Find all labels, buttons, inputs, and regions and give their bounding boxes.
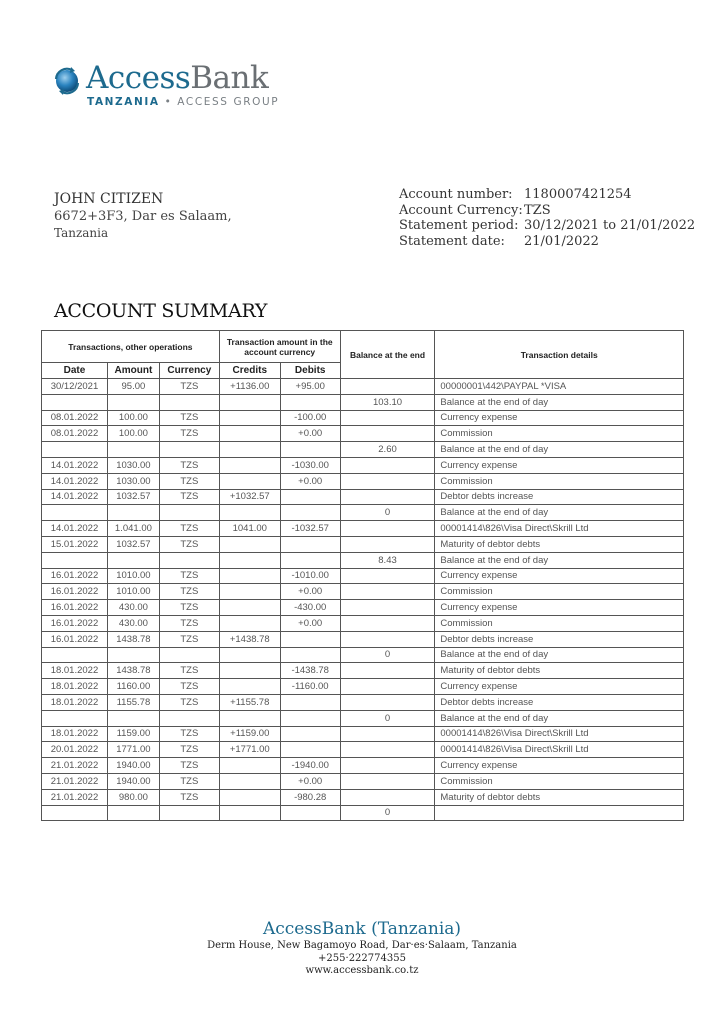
cell-date: 16.01.2022 [42, 568, 108, 584]
cell-balance: 2.60 [340, 442, 435, 458]
cell-balance [340, 473, 435, 489]
transactions-table [41, 330, 684, 821]
cell-debits: +0.00 [280, 584, 340, 600]
cell-details: Commission [435, 773, 684, 789]
cell-date: 18.01.2022 [42, 726, 108, 742]
cell-currency [159, 710, 219, 726]
cell-date: 18.01.2022 [42, 663, 108, 679]
cell-amount: 980.00 [107, 789, 159, 805]
cell-date: 08.01.2022 [42, 426, 108, 442]
cell-details: Balance at the end of day [435, 710, 684, 726]
cell-details: Currency expense [435, 457, 684, 473]
table-row [42, 394, 684, 410]
cell-details: Commission [435, 473, 684, 489]
cell-credits [219, 615, 280, 631]
cell-date [42, 442, 108, 458]
cell-credits: +1438.78 [219, 631, 280, 647]
cell-balance [340, 457, 435, 473]
cell-amount: 1032.57 [107, 489, 159, 505]
cell-date: 18.01.2022 [42, 679, 108, 695]
cell-date [42, 552, 108, 568]
table-row [42, 726, 684, 742]
cell-credits [219, 773, 280, 789]
header-transactions-group: Transactions, other operations [42, 331, 220, 363]
cell-credits [219, 600, 280, 616]
cell-credits [219, 536, 280, 552]
cell-amount: 1.041.00 [107, 521, 159, 537]
cell-details: Balance at the end of day [435, 505, 684, 521]
cell-amount: 1771.00 [107, 742, 159, 758]
cell-details: Currency expense [435, 600, 684, 616]
cell-credits [219, 710, 280, 726]
cell-amount [107, 552, 159, 568]
cell-details: Commission [435, 426, 684, 442]
cell-currency: TZS [159, 679, 219, 695]
cell-debits [280, 489, 340, 505]
cell-currency [159, 394, 219, 410]
cell-currency: TZS [159, 379, 219, 395]
cell-amount: 430.00 [107, 600, 159, 616]
cell-debits [280, 394, 340, 410]
cell-balance [340, 758, 435, 774]
cell-details: Debtor debts increase [435, 694, 684, 710]
cell-balance [340, 584, 435, 600]
cell-credits [219, 647, 280, 663]
cell-credits [219, 505, 280, 521]
table-row [42, 584, 684, 600]
cell-balance [340, 694, 435, 710]
cell-credits [219, 394, 280, 410]
cell-debits: +0.00 [280, 473, 340, 489]
table-row [42, 615, 684, 631]
cell-details: Commission [435, 584, 684, 600]
table-row [42, 789, 684, 805]
cell-currency: TZS [159, 789, 219, 805]
cell-amount: 1032.57 [107, 536, 159, 552]
cell-date: 14.01.2022 [42, 521, 108, 537]
cell-credits [219, 789, 280, 805]
cell-date [42, 805, 108, 821]
table-row [42, 600, 684, 616]
table-header-group-row [42, 331, 684, 363]
cell-balance [340, 489, 435, 505]
cell-currency [159, 552, 219, 568]
table-row [42, 473, 684, 489]
cell-date [42, 647, 108, 663]
cell-date: 21.01.2022 [42, 789, 108, 805]
cell-amount: 1438.78 [107, 631, 159, 647]
cell-details: Maturity of debtor debts [435, 789, 684, 805]
cell-date: 08.01.2022 [42, 410, 108, 426]
header-date: Date [42, 363, 108, 379]
table-row [42, 521, 684, 537]
cell-credits [219, 568, 280, 584]
cell-details: 00001414\826\Visa Direct\Skrill Ltd [435, 726, 684, 742]
cell-amount: 100.00 [107, 426, 159, 442]
cell-balance [340, 663, 435, 679]
cell-amount [107, 442, 159, 458]
header-credits: Credits [219, 363, 280, 379]
cell-amount: 1438.78 [107, 663, 159, 679]
table-row [42, 536, 684, 552]
cell-credits [219, 679, 280, 695]
table-row [42, 663, 684, 679]
cell-credits [219, 410, 280, 426]
cell-date: 16.01.2022 [42, 615, 108, 631]
cell-amount: 1010.00 [107, 584, 159, 600]
cell-balance: 0 [340, 805, 435, 821]
cell-details: Maturity of debtor debts [435, 663, 684, 679]
cell-date: 20.01.2022 [42, 742, 108, 758]
cell-currency [159, 505, 219, 521]
cell-details: Currency expense [435, 758, 684, 774]
table-row [42, 742, 684, 758]
cell-debits [280, 805, 340, 821]
account-summary-title: ACCOUNT SUMMARY [54, 300, 268, 322]
cell-credits [219, 663, 280, 679]
table-row [42, 426, 684, 442]
customer-address-block [54, 190, 232, 242]
header-balance: Balance at the end [340, 331, 435, 379]
footer-website: www.accessbank.co.tz [305, 965, 419, 976]
cell-amount: 95.00 [107, 379, 159, 395]
account-currency-row: Account Currency: TZS [399, 202, 551, 218]
cell-credits [219, 805, 280, 821]
cell-amount: 1940.00 [107, 758, 159, 774]
cell-details: Balance at the end of day [435, 647, 684, 663]
cell-credits: +1032.57 [219, 489, 280, 505]
cell-currency: TZS [159, 663, 219, 679]
cell-balance [340, 536, 435, 552]
cell-credits: +1771.00 [219, 742, 280, 758]
cell-details [435, 805, 684, 821]
cell-debits: -100.00 [280, 410, 340, 426]
cell-details: Balance at the end of day [435, 442, 684, 458]
table-row [42, 758, 684, 774]
cell-date: 18.01.2022 [42, 694, 108, 710]
cell-details: Balance at the end of day [435, 394, 684, 410]
cell-date: 16.01.2022 [42, 600, 108, 616]
table-row [42, 647, 684, 663]
cell-amount [107, 710, 159, 726]
cell-amount: 1030.00 [107, 457, 159, 473]
customer-name: JOHN CITIZEN [54, 191, 164, 207]
footer [0, 918, 724, 978]
table-row [42, 505, 684, 521]
logo-tagline: TANZANIA • ACCESS GROUP [87, 96, 280, 108]
cell-balance [340, 742, 435, 758]
cell-date: 15.01.2022 [42, 536, 108, 552]
cell-credits [219, 457, 280, 473]
cell-credits [219, 442, 280, 458]
cell-date: 14.01.2022 [42, 473, 108, 489]
cell-debits: +0.00 [280, 426, 340, 442]
account-info-block [399, 187, 695, 249]
cell-amount: 1010.00 [107, 568, 159, 584]
cell-currency: TZS [159, 536, 219, 552]
cell-debits: +0.00 [280, 615, 340, 631]
cell-date: 21.01.2022 [42, 773, 108, 789]
cell-debits: -1160.00 [280, 679, 340, 695]
globe-icon [52, 66, 82, 96]
footer-address: Derm House, New Bagamoyo Road, Dar·es·Salaam, Tanzania [207, 940, 517, 951]
header-amount: Amount [107, 363, 159, 379]
cell-amount: 1155.78 [107, 694, 159, 710]
cell-debits [280, 536, 340, 552]
cell-currency: TZS [159, 773, 219, 789]
table-row [42, 457, 684, 473]
cell-currency: TZS [159, 694, 219, 710]
cell-debits [280, 726, 340, 742]
customer-address-line1: 6672+3F3, Dar es Salaam, [54, 209, 232, 224]
cell-debits: -430.00 [280, 600, 340, 616]
cell-debits: +0.00 [280, 773, 340, 789]
cell-currency: TZS [159, 521, 219, 537]
cell-balance: 0 [340, 710, 435, 726]
table-row [42, 694, 684, 710]
cell-credits [219, 473, 280, 489]
cell-currency [159, 805, 219, 821]
cell-balance [340, 631, 435, 647]
cell-balance: 0 [340, 647, 435, 663]
cell-date: 21.01.2022 [42, 758, 108, 774]
cell-currency [159, 647, 219, 663]
cell-credits: 1041.00 [219, 521, 280, 537]
cell-amount: 430.00 [107, 615, 159, 631]
cell-balance: 8.43 [340, 552, 435, 568]
table-row [42, 773, 684, 789]
cell-currency: TZS [159, 584, 219, 600]
cell-debits [280, 505, 340, 521]
cell-balance: 103.10 [340, 394, 435, 410]
cell-credits [219, 426, 280, 442]
cell-date [42, 710, 108, 726]
cell-debits: -980.28 [280, 789, 340, 805]
cell-credits: +1136.00 [219, 379, 280, 395]
transactions-table-body [42, 379, 684, 821]
cell-debits: -1032.57 [280, 521, 340, 537]
cell-debits: +95.00 [280, 379, 340, 395]
cell-balance [340, 426, 435, 442]
footer-bank-name: AccessBank (Tanzania) [262, 919, 462, 939]
cell-debits [280, 631, 340, 647]
cell-balance [340, 568, 435, 584]
cell-debits [280, 694, 340, 710]
cell-balance [340, 615, 435, 631]
cell-amount: 100.00 [107, 410, 159, 426]
cell-details: Currency expense [435, 679, 684, 695]
cell-credits [219, 584, 280, 600]
cell-credits: +1159.00 [219, 726, 280, 742]
cell-date [42, 505, 108, 521]
cell-details: Maturity of debtor debts [435, 536, 684, 552]
table-row [42, 410, 684, 426]
cell-amount [107, 647, 159, 663]
cell-balance [340, 789, 435, 805]
cell-currency: TZS [159, 568, 219, 584]
footer-phone: +255·222774355 [318, 952, 406, 964]
cell-details: Debtor debts increase [435, 489, 684, 505]
cell-date: 30/12/2021 [42, 379, 108, 395]
cell-details: Currency expense [435, 410, 684, 426]
cell-amount: 1940.00 [107, 773, 159, 789]
cell-date: 16.01.2022 [42, 631, 108, 647]
cell-credits [219, 758, 280, 774]
cell-debits: -1010.00 [280, 568, 340, 584]
table-row [42, 442, 684, 458]
cell-currency: TZS [159, 600, 219, 616]
cell-details: Balance at the end of day [435, 552, 684, 568]
cell-amount [107, 394, 159, 410]
cell-details: Commission [435, 615, 684, 631]
header-amount-group: Transaction amount in the account currency [219, 331, 340, 363]
cell-debits [280, 442, 340, 458]
table-row [42, 710, 684, 726]
cell-balance [340, 600, 435, 616]
cell-credits [219, 552, 280, 568]
cell-currency: TZS [159, 726, 219, 742]
cell-currency [159, 442, 219, 458]
statement-date-row: Statement date: 21/01/2022 [399, 233, 599, 249]
cell-currency: TZS [159, 631, 219, 647]
table-row [42, 805, 684, 821]
cell-balance [340, 410, 435, 426]
cell-debits [280, 552, 340, 568]
cell-balance [340, 521, 435, 537]
cell-currency: TZS [159, 473, 219, 489]
cell-amount [107, 505, 159, 521]
customer-address-line2: Tanzania [54, 226, 109, 240]
cell-currency: TZS [159, 489, 219, 505]
cell-debits: -1940.00 [280, 758, 340, 774]
table-row [42, 379, 684, 395]
account-number-row: Account number: 1180007421254 [399, 187, 632, 202]
cell-currency: TZS [159, 457, 219, 473]
table-row [42, 552, 684, 568]
cell-amount: 1030.00 [107, 473, 159, 489]
cell-debits [280, 742, 340, 758]
cell-currency: TZS [159, 426, 219, 442]
cell-amount: 1160.00 [107, 679, 159, 695]
cell-currency: TZS [159, 410, 219, 426]
cell-currency: TZS [159, 615, 219, 631]
cell-balance: 0 [340, 505, 435, 521]
cell-details: 00000001\442\PAYPAL *VISA [435, 379, 684, 395]
header-details: Transaction details [435, 331, 684, 379]
cell-amount [107, 805, 159, 821]
cell-details: Currency expense [435, 568, 684, 584]
cell-debits [280, 647, 340, 663]
cell-debits [280, 710, 340, 726]
cell-balance [340, 679, 435, 695]
cell-balance [340, 726, 435, 742]
statement-period-row: Statement period: 30/12/2021 to 21/01/2022 [399, 218, 696, 233]
cell-date: 16.01.2022 [42, 584, 108, 600]
cell-credits: +1155.78 [219, 694, 280, 710]
cell-debits: -1438.78 [280, 663, 340, 679]
header-debits: Debits [280, 363, 340, 379]
cell-currency: TZS [159, 758, 219, 774]
cell-currency: TZS [159, 742, 219, 758]
cell-date: 14.01.2022 [42, 457, 108, 473]
header-currency: Currency [159, 363, 219, 379]
table-row [42, 631, 684, 647]
cell-balance [340, 379, 435, 395]
cell-details: Debtor debts increase [435, 631, 684, 647]
cell-date: 14.01.2022 [42, 489, 108, 505]
cell-details: 00001414\826\Visa Direct\Skrill Ltd [435, 521, 684, 537]
table-row [42, 568, 684, 584]
cell-details: 00001414\826\Visa Direct\Skrill Ltd [435, 742, 684, 758]
cell-amount: 1159.00 [107, 726, 159, 742]
logo-wordmark: AccessBank [86, 60, 269, 96]
table-row [42, 679, 684, 695]
table-row [42, 489, 684, 505]
bank-logo [52, 60, 280, 112]
cell-balance [340, 773, 435, 789]
cell-debits: -1030.00 [280, 457, 340, 473]
cell-date [42, 394, 108, 410]
